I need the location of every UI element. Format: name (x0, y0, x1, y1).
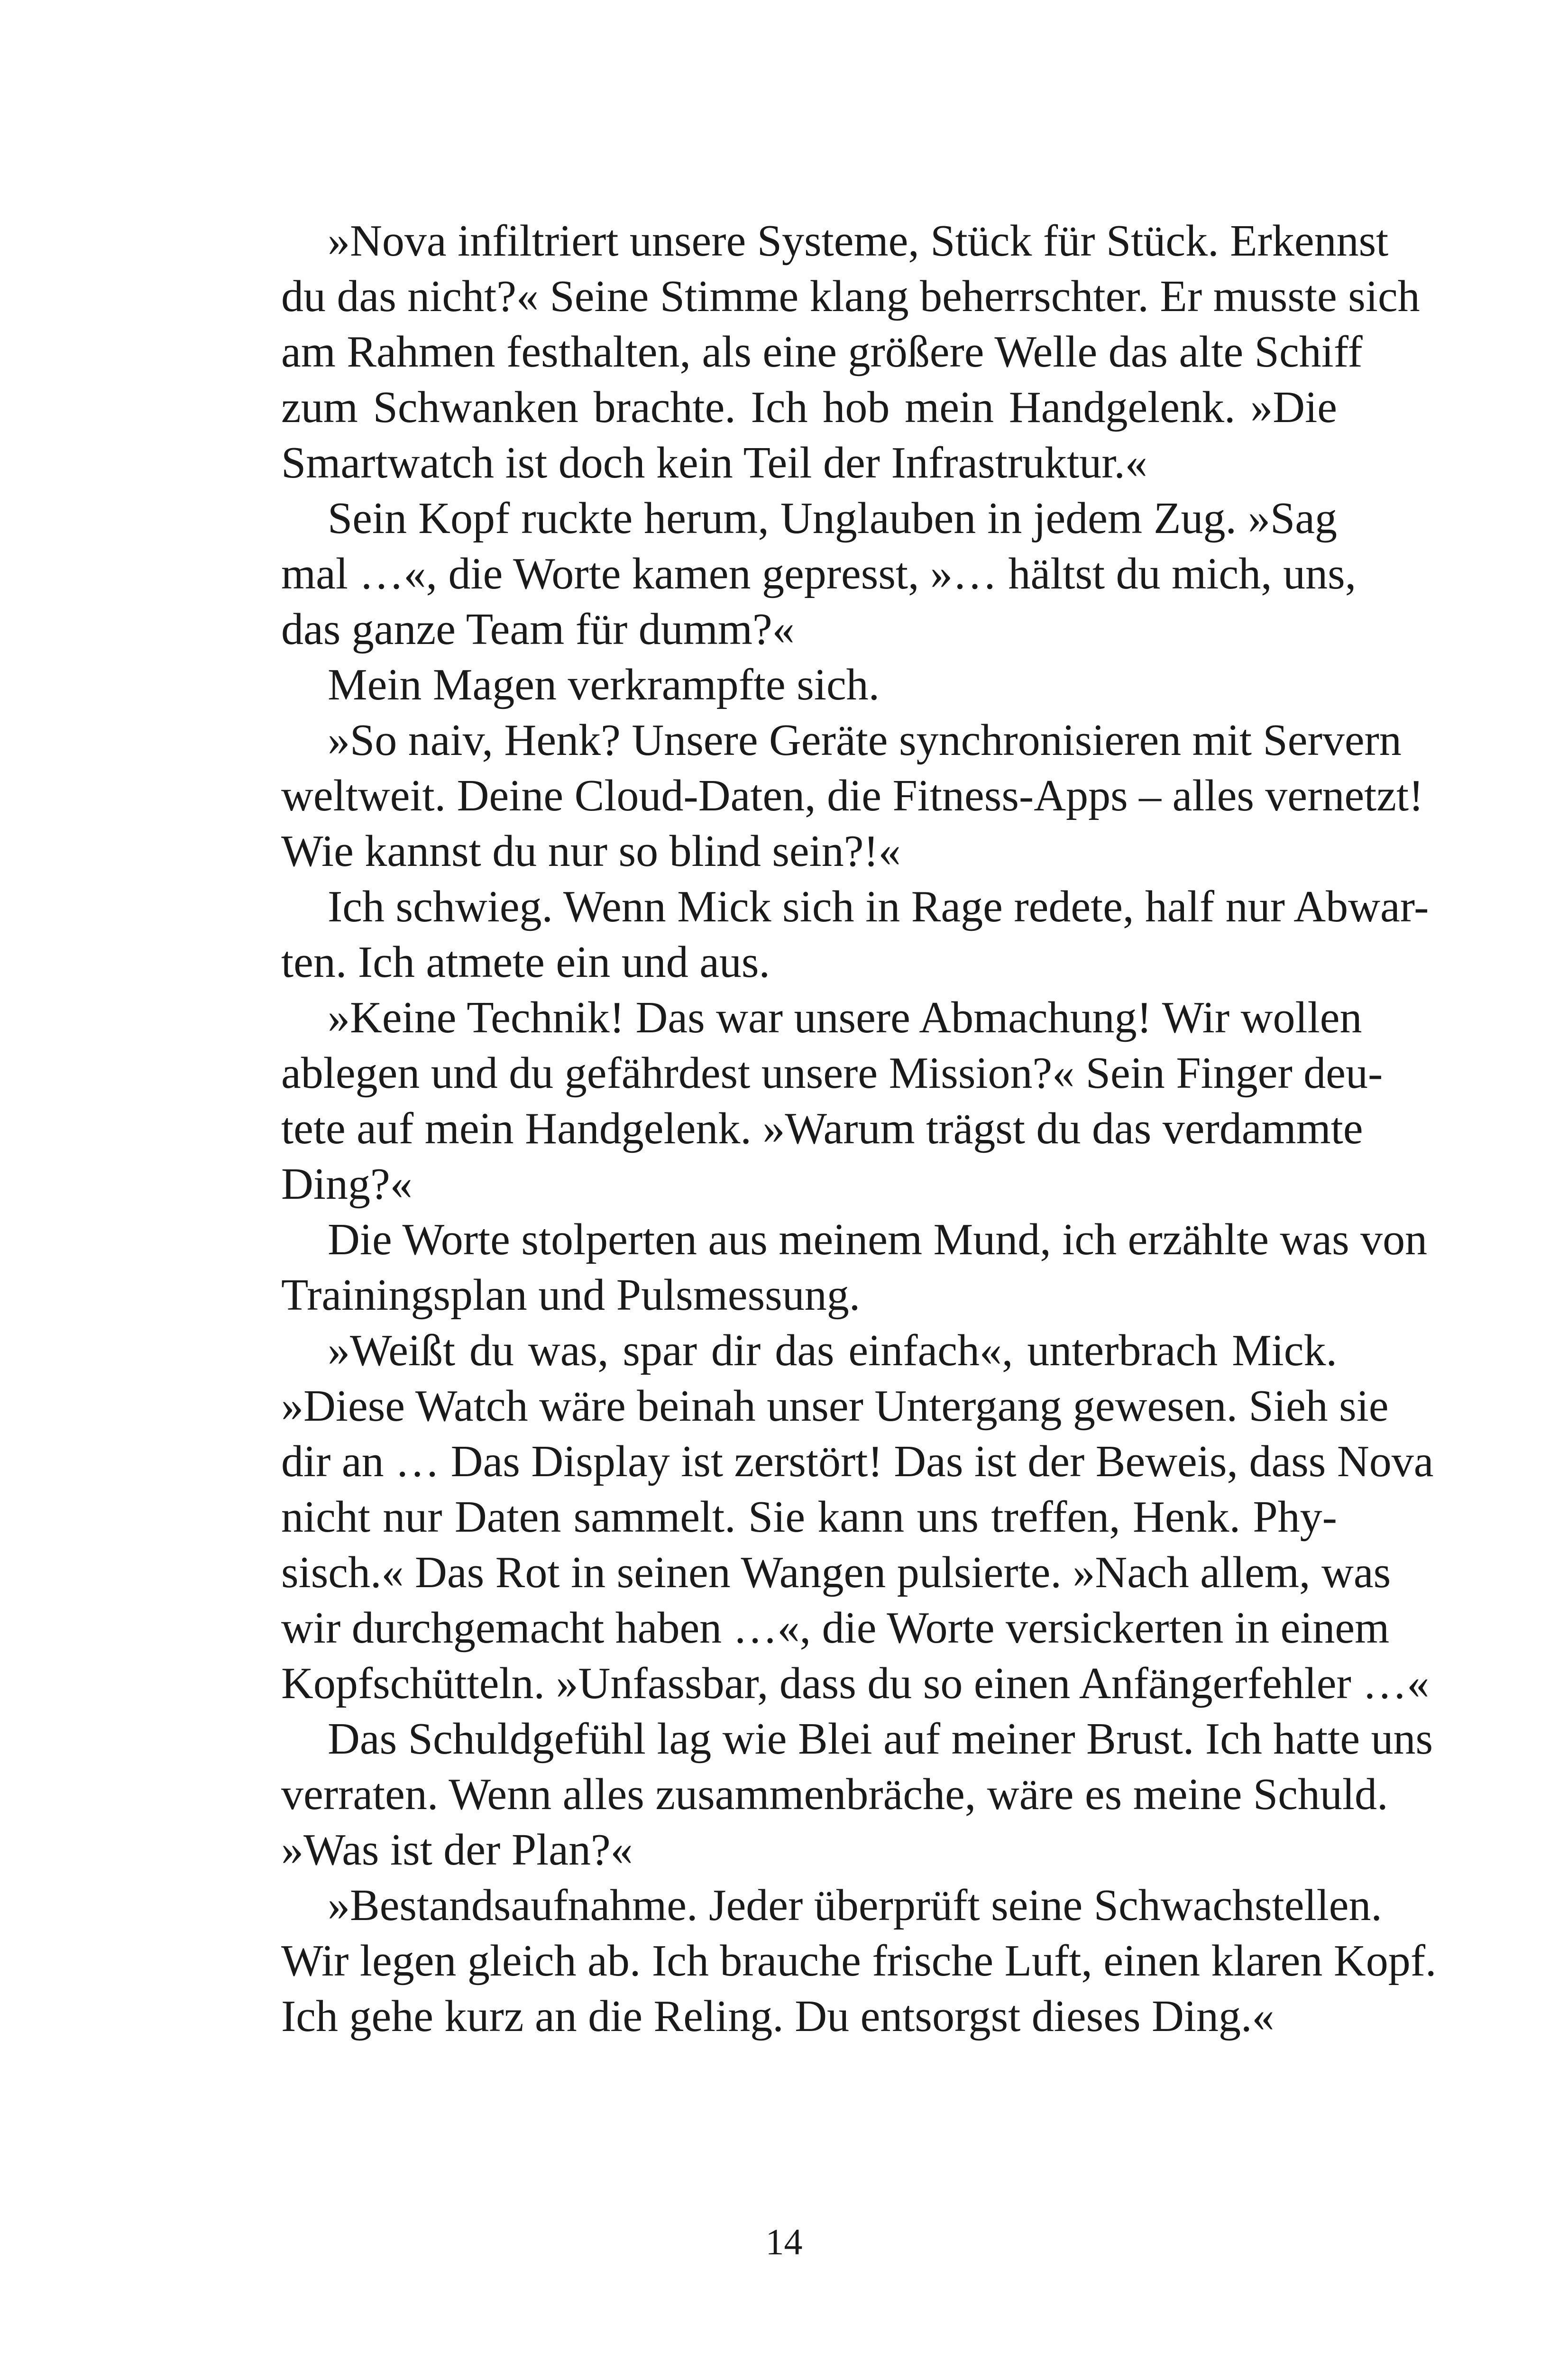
text-line: Kopfschütteln. »Unfassbar, dass du so einen Anfängerfehler …« (281, 1659, 1430, 1708)
text-line: Smartwatch ist doch kein Teil der Infrastruktur.« (281, 438, 1147, 487)
text-line: dir an … Das Display ist zerstört! Das ist der Beweis, dass Nova (281, 1437, 1434, 1486)
text-line: ten. Ich atmete ein und aus. (281, 937, 770, 987)
text-line: »Diese Watch wäre beinah unser Untergang gewesen. Sieh sie (281, 1381, 1389, 1431)
text-line: »So naiv, Henk? Unsere Geräte synchronisieren mit Servern (328, 716, 1402, 765)
text-line: zum Schwanken brachte. Ich hob mein Handgelenk. »Die (281, 383, 1337, 432)
text-line: verraten. Wenn alles zusammenbräche, wäre es meine Schuld. (281, 1770, 1388, 1819)
body-text (281, 213, 1437, 2044)
text-line: wir durchgemacht haben …«, die Worte versickerten in einem (281, 1603, 1390, 1653)
text-line: Ich gehe kurz an die Reling. Du entsorgst dieses Ding.« (281, 1992, 1275, 2041)
text-line: Wie kannst du nur so blind sein?!« (281, 827, 901, 876)
text-line: Trainingsplan und Pulsmessung. (281, 1270, 861, 1320)
text-line: Die Worte stolperten aus meinem Mund, ich erzählte was von (328, 1215, 1428, 1264)
text-line: »Bestandsaufnahme. Jeder überprüft seine Schwachstellen. (328, 1881, 1382, 1930)
text-line: am Rahmen festhalten, als eine größere Welle das alte Schiff (281, 327, 1363, 377)
text-line: »Keine Technik! Das war unsere Abmachung! Wir wollen (328, 993, 1362, 1042)
page-number: 14 (765, 2221, 803, 2262)
text-line: nicht nur Daten sammelt. Sie kann uns treffen, Henk. Phy- (281, 1492, 1337, 1542)
text-line: »Weißt du was, spar dir das einfach«, unterbrach Mick. (328, 1326, 1337, 1375)
text-line: tete auf mein Handgelenk. »Warum trägst du das verdammte (281, 1104, 1363, 1153)
text-line: Wir legen gleich ab. Ich brauche frische Luft, einen klaren Kopf. (281, 1936, 1437, 1985)
text-line: sisch.« Das Rot in seinen Wangen pulsierte. »Nach allem, was (281, 1548, 1391, 1597)
text-line: Das Schuldgefühl lag wie Blei auf meiner Brust. Ich hatte uns (328, 1714, 1433, 1764)
text-line: Ich schwieg. Wenn Mick sich in Rage redete, half nur Abwar- (328, 882, 1429, 931)
text-line: Sein Kopf ruckte herum, Unglauben in jedem Zug. »Sag (328, 494, 1337, 543)
text-line: »Was ist der Plan?« (281, 1825, 633, 1875)
text-line: »Nova infiltriert unsere Systeme, Stück für Stück. Erkennst (328, 216, 1389, 266)
text-line: Mein Magen verkrampfte sich. (328, 660, 880, 709)
text-line: ablegen und du gefährdest unsere Mission?« Sein Finger deu- (281, 1048, 1383, 1098)
text-line: mal …«, die Worte kamen gepresst, »… hältst du mich, uns, (281, 549, 1357, 598)
text-line: das ganze Team für dumm?« (281, 605, 795, 654)
text-line: weltweit. Deine Cloud-Daten, die Fitness-Apps – alles vernetzt! (281, 771, 1424, 820)
text-line: Ding?« (281, 1159, 413, 1209)
text-line: du das nicht?« Seine Stimme klang beherrschter. Er musste sich (281, 272, 1420, 321)
